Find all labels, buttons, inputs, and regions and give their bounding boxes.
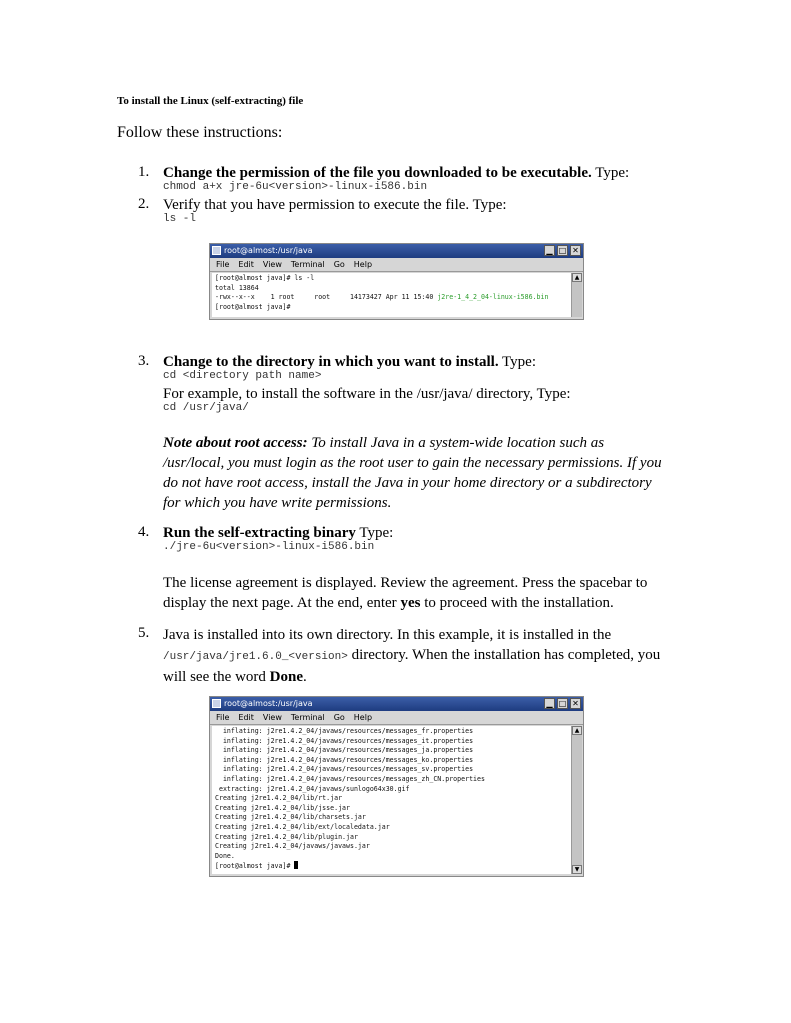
terminal-app-icon xyxy=(212,246,221,255)
terminal-menubar xyxy=(210,711,583,725)
scroll-down-icon[interactable]: ▼ xyxy=(572,865,582,874)
step-3-example: For example, to install the software in the /usr/java/ directory, Type: xyxy=(163,386,571,402)
step-3-rest: Type: xyxy=(498,354,536,370)
license-paragraph xyxy=(163,573,673,613)
license-text-b: to proceed with the installation. xyxy=(420,595,614,611)
step-5-text xyxy=(163,625,673,687)
terminal-scrollbar[interactable] xyxy=(571,726,582,874)
terminal-line: extracting: j2re1.4.2_04/javaws/sunlogo64x30.gif xyxy=(215,784,410,793)
step-5-text-b: directory. When the installation has completed, you will see the word xyxy=(163,647,661,685)
file-listing: -rwx--x--x 1 root root 14173427 Apr 11 15:40 xyxy=(215,293,438,302)
intro-text: Follow these instructions: xyxy=(117,124,283,141)
terminal-menubar xyxy=(210,258,583,272)
terminal-line: Creating j2re1.4.2_04/javaws/javaws.jar xyxy=(215,842,370,851)
terminal-line: inflating: j2re1.4.2_04/javaws/resources/messages_zh_CN.properties xyxy=(215,774,485,783)
terminal-screen[interactable] xyxy=(212,726,571,874)
terminal-titlebar xyxy=(210,244,583,258)
minimize-button[interactable]: ▁ xyxy=(544,698,555,709)
step-3-code2: cd /usr/java/ xyxy=(163,402,249,414)
terminal-line: [root@almost java]# ls -l xyxy=(215,274,315,282)
step-3-bold: Change to the directory in which you want to install. xyxy=(163,354,499,370)
terminal-app-icon xyxy=(212,699,221,708)
terminal-line: Creating j2re1.4.2_04/lib/plugin.jar xyxy=(215,832,358,841)
minimize-button[interactable]: ▁ xyxy=(544,245,555,256)
note-label: Note about root access: xyxy=(163,435,308,451)
menu-view[interactable]: View xyxy=(262,260,282,269)
scroll-up-icon[interactable]: ▲ xyxy=(572,726,582,735)
menu-file[interactable]: File xyxy=(216,260,230,269)
step-5-text-c: . xyxy=(302,669,307,685)
terminal-title: root@almost:/usr/java xyxy=(224,699,313,708)
step-5-number: 5. xyxy=(138,625,150,641)
menu-go[interactable]: Go xyxy=(333,713,345,722)
terminal-line: inflating: j2re1.4.2_04/javaws/resources/messages_ja.properties xyxy=(215,746,474,755)
yes-word: yes xyxy=(400,595,421,611)
close-button[interactable]: ✕ xyxy=(570,245,581,256)
step-2-code: ls -l xyxy=(163,213,197,225)
terminal-line: inflating: j2re1.4.2_04/javaws/resources/messages_it.properties xyxy=(215,736,474,745)
menu-edit[interactable]: Edit xyxy=(238,713,254,722)
step-4-bold: Run the self-extracting binary xyxy=(163,525,356,541)
terminal-line: total 13864 xyxy=(215,283,259,292)
terminal-line: Creating j2re1.4.2_04/lib/charsets.jar xyxy=(215,813,366,822)
close-button[interactable]: ✕ xyxy=(570,698,581,709)
menu-edit[interactable]: Edit xyxy=(238,260,254,269)
note-text: To install Java in a system-wide location such as /usr/local, you must login as the root user to gain the necessary permissions. If you do not have root access, install the Java in your home directory or a subdirectory for which you have write permissions. xyxy=(163,435,662,511)
terminal-scrollbar[interactable] xyxy=(571,273,582,317)
step-4-rest: Type: xyxy=(355,525,394,541)
terminal-screen[interactable] xyxy=(212,273,571,317)
step-1-bold: Change the permission of the file you downloaded to be executable. xyxy=(163,165,592,181)
terminal-line: Creating j2re1.4.2_04/lib/jsse.jar xyxy=(215,803,350,812)
step-4-code: ./jre-6u<version>-linux-i586.bin xyxy=(163,541,375,553)
terminal-prompt: [root@almost java]# xyxy=(215,862,295,871)
step-3-number: 3. xyxy=(138,353,150,369)
menu-help[interactable]: Help xyxy=(353,713,373,722)
menu-file[interactable]: File xyxy=(216,713,230,722)
terminal-line: [root@almost java]# xyxy=(215,302,291,311)
terminal-line xyxy=(215,293,568,303)
scroll-up-icon[interactable]: ▲ xyxy=(572,273,582,282)
root-access-note xyxy=(163,433,663,513)
menu-terminal[interactable]: Terminal xyxy=(290,713,325,722)
step-1-rest: Type: xyxy=(591,165,630,181)
terminal-title: root@almost:/usr/java xyxy=(224,246,313,255)
terminal-window-install xyxy=(209,696,584,877)
step-1-code: chmod a+x jre-6u<version>-linux-i586.bin xyxy=(163,181,428,193)
license-text-a: The license agreement is displayed. Review the agreement. Press the spacebar to display the next page. At the end, enter xyxy=(163,575,648,611)
maximize-button[interactable]: □ xyxy=(558,699,567,708)
file-name: j2re-1_4_2_04-linux-i586.bin xyxy=(437,293,549,302)
maximize-button[interactable]: □ xyxy=(558,246,567,255)
menu-terminal[interactable]: Terminal xyxy=(290,260,325,269)
terminal-line: Done. xyxy=(215,851,235,860)
install-dir-code: /usr/java/jre1.6.0_<version> xyxy=(163,651,348,663)
terminal-window-ls xyxy=(209,243,584,320)
menu-go[interactable]: Go xyxy=(333,260,345,269)
terminal-line: Creating j2re1.4.2_04/lib/ext/localedata.jar xyxy=(215,822,390,831)
menu-help[interactable]: Help xyxy=(353,260,373,269)
menu-view[interactable]: View xyxy=(262,713,282,722)
terminal-prompt-line xyxy=(215,861,568,872)
step-2-text: Verify that you have permission to execute the file. Type: xyxy=(163,197,507,213)
step-4-number: 4. xyxy=(138,524,150,540)
terminal-titlebar xyxy=(210,697,583,711)
terminal-line: inflating: j2re1.4.2_04/javaws/resources/messages_fr.properties xyxy=(215,727,474,735)
terminal-line: inflating: j2re1.4.2_04/javaws/resources/messages_ko.properties xyxy=(215,755,474,764)
step-5-text-a: Java is installed into its own directory. In this example, it is installed in the xyxy=(163,627,612,643)
done-word: Done xyxy=(269,669,303,685)
step-3-code: cd <directory path name> xyxy=(163,370,322,382)
text-cursor xyxy=(294,861,298,869)
step-2-number: 2. xyxy=(138,196,150,212)
section-heading: To install the Linux (self-extracting) file xyxy=(117,95,304,107)
terminal-line: inflating: j2re1.4.2_04/javaws/resources/messages_sv.properties xyxy=(215,765,474,774)
step-1-number: 1. xyxy=(138,164,150,180)
terminal-line: Creating j2re1.4.2_04/lib/rt.jar xyxy=(215,794,343,803)
